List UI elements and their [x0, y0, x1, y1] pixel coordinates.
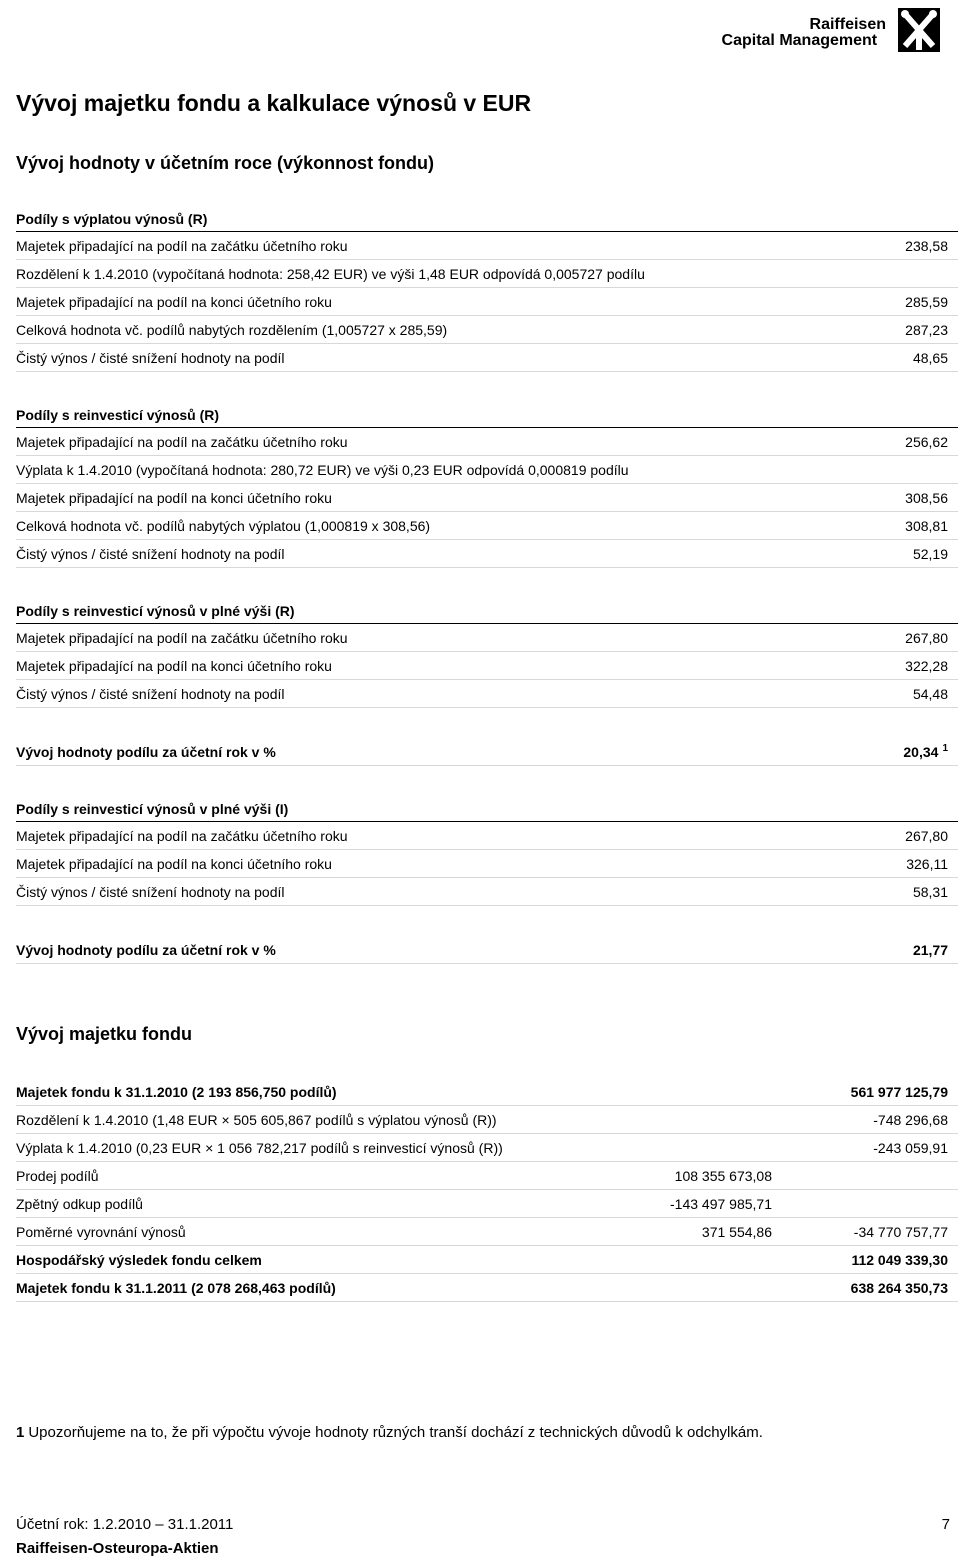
table-row: Hospodářský výsledek fondu celkem 112 049 339,30 — [16, 1246, 958, 1274]
page-title: Vývoj majetku fondu a kalkulace výnosů v EUR — [16, 90, 532, 116]
section-title: Podíly s výplatou výnosů (R) — [16, 206, 958, 232]
table-row: Majetek fondu k 31.1.2011 (2 078 268,463 podílů) 638 264 350,73 — [16, 1274, 958, 1302]
table-row: Majetek připadající na podíl na začátku účetního roku 267,80 — [16, 624, 958, 652]
table-row: Majetek připadající na podíl na konci účetního roku 308,56 — [16, 484, 958, 512]
assets-table — [16, 1078, 958, 1302]
section-reinvest-r — [16, 402, 958, 568]
table-row: Rozdělení k 1.4.2010 (1,48 EUR × 505 605,867 podílů s výplatou výnosů (R)) -748 296,68 — [16, 1106, 958, 1134]
table-row: Čistý výnos / čisté snížení hodnoty na podíl 52,19 — [16, 540, 958, 568]
section-title: Podíly s reinvesticí výnosů v plné výši (R) — [16, 598, 958, 624]
table-row: Výplata k 1.4.2010 (0,23 EUR × 1 056 782,217 podílů s reinvesticí výnosů (R)) -243 059,91 — [16, 1134, 958, 1162]
table-row: Celková hodnota vč. podílů nabytých výplatou (1,000819 x 308,56) 308,81 — [16, 512, 958, 540]
table-row: Zpětný odkup podílů -143 497 985,71 — [16, 1190, 958, 1218]
table-row: Majetek připadající na podíl na konci účetního roku 326,11 — [16, 850, 958, 878]
footer-period: Účetní rok: 1.2.2010 – 31.1.2011 — [16, 1516, 234, 1533]
table-row: Vývoj hodnoty podílu za účetní rok v % 20,34 $^1$ — [16, 738, 958, 766]
assets-title: Vývoj majetku fondu — [16, 1024, 193, 1044]
footnote — [16, 1424, 763, 1441]
table-row: Majetek fondu k 31.1.2010 (2 193 856,750 podílů) 561 977 125,79 — [16, 1078, 958, 1106]
table-row: Čistý výnos / čisté snížení hodnoty na podíl 58,31 — [16, 878, 958, 906]
table-row: Celková hodnota vč. podílů nabytých rozdělením (1,005727 x 285,59) 287,23 — [16, 316, 958, 344]
table-row: Vývoj hodnoty podílu za účetní rok v % 21,77 — [16, 936, 958, 964]
footnote-text: Upozorňujeme na to, že při výpočtu vývoje hodnoty různých tranší dochází z technických důvodů k odchylkám. — [28, 1424, 763, 1441]
gable-cross-icon — [892, 8, 944, 52]
table-row: Majetek připadající na podíl na konci účetního roku 285,59 — [16, 288, 958, 316]
table-row: Výplata k 1.4.2010 (vypočítaná hodnota: 280,72 EUR) ve výši 0,23 EUR odpovídá 0,000819 podílu — [16, 456, 958, 484]
table-row: Majetek připadající na podíl na začátku účetního roku 238,58 — [16, 232, 958, 260]
table-row: Čistý výnos / čisté snížení hodnoty na podíl 54,48 — [16, 680, 958, 708]
section-title: Podíly s reinvesticí výnosů (R) — [16, 402, 958, 428]
table-row: Majetek připadající na podíl na začátku účetního roku 256,62 — [16, 428, 958, 456]
section-subtitle: Vývoj hodnoty v účetním roce (výkonnost fondu) — [16, 153, 435, 173]
page-number: 7 — [941, 1516, 950, 1533]
section-payout-r — [16, 206, 958, 372]
table-row: Poměrné vyrovnání výnosů 371 554,86 -34 770 757,77 — [16, 1218, 958, 1246]
table-row: Rozdělení k 1.4.2010 (vypočítaná hodnota: 258,42 EUR) ve výši 1,48 EUR odpovídá 0,005727 podílu — [16, 260, 958, 288]
footer-fund-name: Raiffeisen-Osteuropa-Aktien — [16, 1540, 219, 1557]
section-title: Podíly s reinvesticí výnosů v plné výši (I) — [16, 796, 958, 822]
section-full-reinvest-r — [16, 598, 958, 708]
table-row: Čistý výnos / čisté snížení hodnoty na podíl 48,65 — [16, 344, 958, 372]
footnote-ref: 1 — [942, 743, 948, 754]
raiffeisen-logo — [721, 8, 944, 52]
table-row: Majetek připadající na podíl na konci účetního roku 322,28 — [16, 652, 958, 680]
footnote-number: 1 — [16, 1424, 25, 1441]
table-row: Prodej podílů 108 355 673,08 — [16, 1162, 958, 1190]
performance-row-i — [16, 936, 958, 964]
logo-line2: Capital Management — [721, 32, 878, 49]
logo-line1: Raiffeisen — [809, 16, 886, 33]
performance-row-r — [16, 738, 958, 766]
table-row: Majetek připadající na podíl na začátku účetního roku 267,80 — [16, 822, 958, 850]
section-full-reinvest-i — [16, 796, 958, 906]
